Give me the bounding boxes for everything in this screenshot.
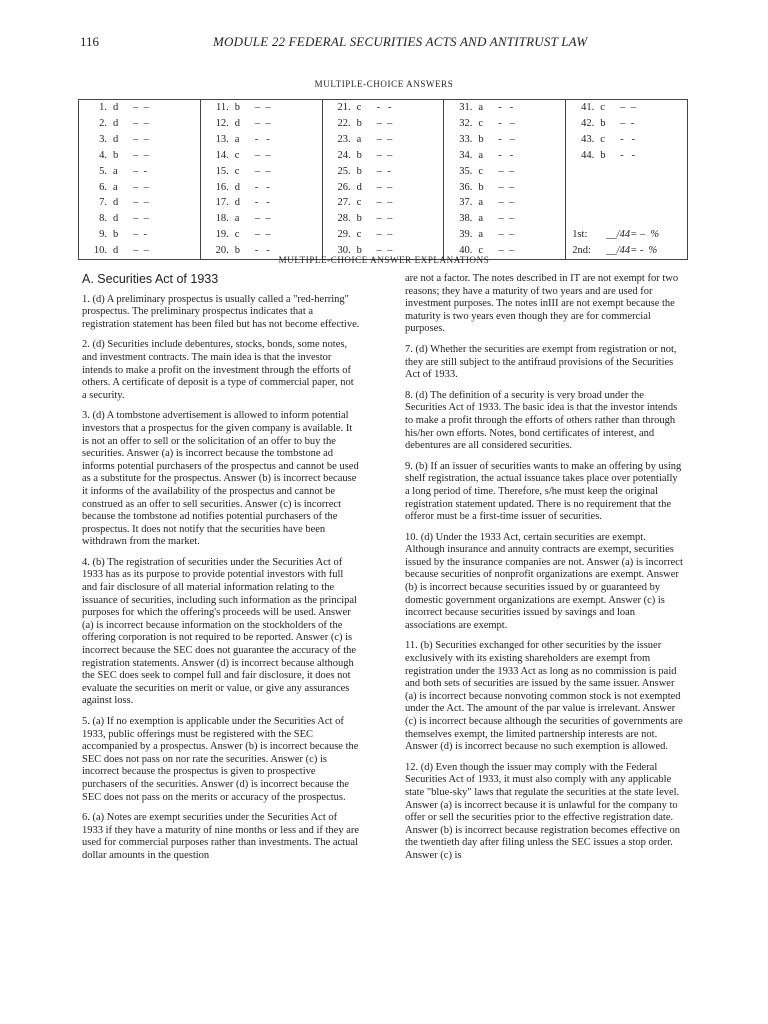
answer-cell	[322, 100, 444, 116]
answer-letter: d	[113, 197, 119, 209]
answer-marks: – –	[376, 149, 393, 161]
answer-cell	[79, 211, 201, 227]
answer-letter: d	[113, 245, 119, 257]
question-number: 7.	[99, 197, 107, 209]
page-header	[80, 34, 690, 52]
answer-cell	[79, 195, 201, 211]
question-number: 2.	[99, 117, 107, 129]
answer-marks: – –	[498, 229, 515, 241]
question-number: 12.	[215, 117, 229, 129]
question-number: 27.	[337, 197, 351, 209]
answer-letter: d	[113, 102, 119, 113]
answer-letter: b	[478, 181, 484, 193]
answer-letter: a	[478, 149, 484, 161]
answer-cell	[444, 132, 566, 148]
explanation-paragraph: 7. (d) Whether the securities are exempt from registration or not, they are still subject to the antifraud provisions of the Securities Act of 1933.	[405, 343, 677, 381]
question-number: 31.	[459, 102, 473, 113]
answer-letter: b	[478, 133, 484, 145]
answer-letter: c	[234, 165, 240, 177]
question-number: 11.	[216, 102, 229, 113]
answer-letter: b	[356, 165, 362, 177]
answer-marks: – –	[133, 197, 149, 209]
answer-cell	[79, 100, 201, 116]
answer-marks: – –	[254, 117, 271, 129]
answer-letter: d	[234, 117, 241, 129]
page-number: 116	[80, 34, 100, 49]
answer-marks: - -	[376, 102, 392, 113]
question-number: 29.	[337, 229, 351, 241]
answer-marks: – –	[133, 102, 149, 113]
answer-letter: a	[478, 213, 484, 225]
question-number: 40.	[459, 245, 473, 257]
answer-cell	[444, 180, 566, 196]
right-column	[405, 273, 683, 871]
question-number: 42.	[581, 117, 595, 129]
answer-letter: b	[600, 149, 606, 161]
answer-cell	[79, 227, 201, 243]
answer-cell	[79, 132, 201, 148]
answer-letter: c	[478, 117, 484, 129]
answer-letter: a	[234, 213, 240, 225]
score-label: 2nd:	[572, 245, 591, 257]
question-number: 17.	[215, 197, 229, 209]
answer-row	[79, 116, 688, 132]
answer-marks: – –	[133, 213, 149, 225]
answer-row	[79, 148, 688, 164]
answer-cell	[79, 180, 201, 196]
answer-cell	[566, 132, 688, 148]
question-number: 18.	[215, 213, 229, 225]
question-number: 44.	[581, 149, 595, 161]
answer-letter: d	[113, 133, 119, 145]
answer-letter: a	[113, 181, 118, 193]
answer-letter: c	[356, 229, 362, 241]
answer-letter: c	[600, 133, 605, 145]
question-number: 4.	[99, 149, 107, 161]
question-number: 13.	[215, 133, 229, 145]
answer-marks: – –	[133, 133, 149, 145]
answer-cell	[322, 148, 444, 164]
answer-marks: – –	[133, 245, 149, 257]
answer-letter: c	[234, 229, 240, 241]
answer-cell	[566, 116, 688, 132]
explanation-paragraph: 4. (b) The registration of securities under the Securities Act of 1933 has as its purpose to provide potential investors with full and fair disclosure of all material information relating to the issuance of securities, including such information as the principal purposes for which the offering's proceeds will be used. Answer (a) is incorrect because information on the stockholders of the offering corporation is not required to be reported. Answer (c) is incorrect because the SEC does not guarantee the accuracy of the registration statements. Answer (d) is incorrect because although the SEC does seek to compel full and fair disclosure, it does not evaluate the securities on merit or value, or give any assurances against loss.	[82, 556, 357, 707]
answer-cell	[566, 195, 688, 211]
left-column	[82, 273, 360, 871]
answer-letter: b	[113, 229, 119, 241]
answer-marks: - -	[254, 245, 270, 257]
score-label: 1st:	[572, 229, 588, 241]
answer-letter: b	[356, 117, 362, 129]
answer-letter: a	[478, 229, 484, 241]
answer-marks: – –	[498, 213, 515, 225]
question-number: 22.	[337, 117, 351, 129]
answer-cell	[322, 116, 444, 132]
answer-cell	[200, 148, 322, 164]
answer-cell	[444, 116, 566, 132]
answer-letter: b	[113, 149, 119, 161]
answer-marks: – –	[254, 165, 271, 177]
answer-letter: c	[356, 102, 362, 113]
question-number: 24.	[337, 149, 351, 161]
answer-cell	[566, 164, 688, 180]
answer-cell	[200, 132, 322, 148]
answer-cell	[200, 116, 322, 132]
answer-letter: d	[234, 181, 241, 193]
answer-letter: b	[234, 245, 241, 257]
answer-marks: - -	[254, 181, 270, 193]
question-number: 5.	[99, 165, 107, 177]
answer-marks: – –	[376, 197, 393, 209]
answer-letter: a	[478, 102, 484, 113]
answer-cell	[444, 195, 566, 211]
answer-cell	[322, 227, 444, 243]
answer-marks: – -	[133, 229, 147, 241]
question-number: 1.	[99, 102, 107, 113]
question-number: 25.	[337, 165, 351, 177]
answer-marks: - -	[254, 197, 270, 209]
answer-cell	[444, 148, 566, 164]
answer-cell	[322, 211, 444, 227]
answer-marks: – –	[498, 181, 515, 193]
answer-marks: - -	[254, 133, 270, 145]
answer-letter: a	[113, 165, 118, 177]
explanation-paragraph: 9. (b) If an issuer of securities wants to make an offering by using shelf registration, the actual issuance takes place over potentially a long period of time. Therefore, s/he must keep the original registration statement updated. There is no requirement that the offeror must be a first-time issuer of securities.	[405, 460, 682, 523]
answer-letter: d	[113, 213, 119, 225]
answer-cell	[79, 116, 201, 132]
question-number: 16.	[215, 181, 229, 193]
score-blank: __/44= - %	[606, 245, 658, 257]
question-number: 30.	[337, 245, 351, 257]
answer-row	[79, 195, 688, 211]
answer-cell	[200, 164, 322, 180]
answer-cell	[322, 164, 444, 180]
answer-row	[79, 100, 688, 116]
question-number: 19.	[215, 229, 229, 241]
question-number: 43.	[581, 133, 595, 145]
answer-cell	[566, 100, 688, 116]
answer-marks: – –	[133, 181, 149, 193]
answer-marks: - –	[498, 117, 516, 129]
answer-cell	[322, 132, 444, 148]
answer-marks: – –	[133, 149, 149, 161]
question-number: 36.	[459, 181, 473, 193]
question-number: 10.	[93, 245, 107, 257]
question-number: 34.	[459, 149, 473, 161]
explanation-paragraph: 12. (d) Even though the issuer may comply with the Federal Securities Act of 1933, it must also comply with any applicable state "blue-sky" laws that regulate the securities at the state level. Answer (a) is incorrect because it is unlawful for the company to offer or sell the securities prior to the effective registration date. Answer (b) is incorrect because registration becomes effective on the twentieth day after filing unless the SEC issues a stop order. Answer (c) is	[405, 761, 681, 861]
question-number: 15.	[215, 165, 229, 177]
answers-heading: MULTIPLE-CHOICE ANSWERS	[314, 79, 454, 89]
answer-cell	[566, 227, 688, 243]
answer-marks: – –	[498, 245, 515, 257]
answer-letter: d	[234, 197, 241, 209]
question-number: 28.	[337, 213, 351, 225]
question-number: 6.	[99, 181, 107, 193]
answer-cell	[200, 180, 322, 196]
answer-cell	[322, 180, 444, 196]
explanation-paragraph: 6. (a) Notes are exempt securities under the Securities Act of 1933 if they have a maturity of nine months or less and if they are used for commercial purposes rather than investments. The actual dollar amounts in the question	[82, 812, 360, 861]
answer-cell	[322, 195, 444, 211]
answer-marks: – –	[376, 213, 393, 225]
question-number: 3.	[99, 133, 107, 145]
question-number: 14.	[215, 149, 229, 161]
answer-marks: – –	[133, 117, 149, 129]
answer-letter: b	[234, 102, 241, 113]
answer-marks: – –	[376, 245, 393, 257]
answer-marks: – –	[376, 117, 393, 129]
answer-marks: - -	[498, 149, 514, 161]
answer-letter: c	[356, 197, 362, 209]
question-number: 38.	[459, 213, 473, 225]
explanation-paragraph: 11. (b) Securities exchanged for other securities by the issuer exclusively with its existing shareholders are exempt from registration under the 1933 Act as long as no commission is paid and both sets of securities are issued by the same issuer. Answer (a) is incorrect because nonvoting common stock is not exempted under the Act. The amount of the par value is irrelevant. Answer (c) is incorrect because although the securities of governments are themselves exempt, the limited partnership interests are not. Answer (d) is incorrect because no such exemption is allowed.	[405, 640, 683, 753]
answer-row	[79, 164, 688, 180]
answer-table	[78, 99, 688, 260]
answer-row	[79, 227, 688, 243]
answer-row	[79, 211, 688, 227]
answer-marks: – –	[254, 102, 271, 113]
answer-letter: a	[234, 133, 240, 145]
question-number: 20.	[215, 245, 229, 257]
answer-marks: – –	[376, 229, 393, 241]
explanation-paragraph: are not a factor. The notes described in IT are not exempt for two reasons; they have a maturity of two years and are used for investment purposes. The notes inIII are not exempt because the maturity is two years even though they are for commercial purposes.	[405, 273, 679, 335]
answer-row	[79, 180, 688, 196]
answer-cell	[444, 211, 566, 227]
question-number: 33.	[459, 133, 473, 145]
answer-letter: b	[356, 213, 362, 225]
answer-marks: – –	[254, 229, 271, 241]
answer-cell	[444, 164, 566, 180]
answer-marks: – –	[254, 149, 271, 161]
answer-marks: - –	[498, 133, 516, 145]
answer-cell	[444, 100, 566, 116]
answer-cell	[566, 211, 688, 227]
answer-marks: – -	[376, 165, 391, 177]
answer-cell	[444, 227, 566, 243]
answer-marks: – -	[620, 117, 635, 129]
question-number: 26.	[337, 181, 351, 193]
answer-marks: – –	[498, 197, 515, 209]
answer-marks: – –	[498, 165, 515, 177]
answer-marks: – -	[133, 165, 147, 177]
explanation-paragraph: 10. (d) Under the 1933 Act, certain securities are exempt. Although insurance and annuity contracts are exempt, securities issued by the insurance companies are not. Answer (a) is incorrect because securities of nonprofit organizations are exempt. Answer (b) is incorrect because securities issued by or guaranteed by domestic government organizations are exempt. Answer (c) is incorrect because securities issued by savings and loan associations are exempt.	[405, 531, 683, 631]
answer-letter: c	[600, 102, 605, 113]
answer-letter: d	[113, 117, 119, 129]
answer-letter: b	[600, 117, 606, 129]
question-number: 35.	[459, 165, 473, 177]
explanation-paragraph: 2. (d) Securities include debentures, stocks, bonds, some notes, and investment contracts. The main idea is that the investor intends to make a profit on the investment through the efforts of others. A certificate of deposit is a type of commercial paper, not a security.	[82, 339, 354, 401]
explanation-paragraph: 5. (a) If no exemption is applicable under the Securities Act of 1933, public offerings must be registered with the SEC accompanied by a prospectus. Answer (b) is incorrect because the SEC does not pass on nor rate the securities. Answer (c) is incorrect because the prospectus is given to prospective purchasers of the securities. Answer (d) is incorrect because the SEC does not pass on the merits or accuracy of the prospectus.	[82, 716, 359, 803]
answer-cell	[200, 100, 322, 116]
answer-marks: – –	[254, 213, 271, 225]
question-number: 9.	[99, 229, 107, 241]
answer-cell	[566, 148, 688, 164]
question-number: 37.	[459, 197, 473, 209]
answer-cell	[200, 195, 322, 211]
answer-letter: b	[356, 245, 362, 257]
answer-letter: c	[478, 245, 484, 257]
question-number: 23.	[337, 133, 351, 145]
answer-marks: – –	[620, 102, 636, 113]
question-number: 39.	[459, 229, 473, 241]
question-number: 8.	[99, 213, 107, 225]
answer-row	[79, 132, 688, 148]
question-number: 41.	[581, 102, 595, 113]
answer-letter: b	[356, 149, 362, 161]
answer-marks: – –	[376, 181, 393, 193]
module-title: MODULE 22 FEDERAL SECURITIES ACTS AND ANTITRUST LAW	[213, 34, 588, 49]
answer-cell	[200, 211, 322, 227]
answer-cell	[566, 180, 688, 196]
answer-marks: – –	[376, 133, 393, 145]
answer-letter: a	[478, 197, 484, 209]
explanation-paragraph: 3. (d) A tombstone advertisement is allowed to inform potential investors that a prospectus for the given company is available. It is not an offer to sell or the solicitation of an offer to buy the securities. Answer (a) is incorrect because the tombstone ad informs potential purchasers of the prospectus and cannot be used as a substitute for the prospectus. Answer (b) is incorrect because it informs of the availability of the prospectus and cannot be construed as an offer to sell securities. Answer (c) is incorrect because the tombstone ad notifies potential purchasers of the prospectus. It does not notify that the securities have been withdrawn from the market.	[82, 410, 359, 548]
answer-letter: d	[356, 181, 362, 193]
question-number: 21.	[337, 102, 351, 113]
section-title: A. Securities Act of 1933	[82, 272, 219, 286]
answer-letter: c	[478, 165, 484, 177]
question-number: 32.	[459, 117, 473, 129]
explanation-paragraph: 8. (d) The definition of a security is very broad under the Securities Act of 1933. The basic idea is that the investor intends to make a profit through the efforts of others rather than through his/her own efforts. Notes, bond certificates of interest, and debentures are all considered securities.	[405, 389, 678, 452]
answer-cell	[79, 164, 201, 180]
answer-marks: - -	[620, 133, 636, 145]
answer-letter: c	[234, 149, 240, 161]
explanations-heading: MULTIPLE-CHOICE ANSWER EXPLANATIONS	[278, 255, 490, 265]
answer-marks: - -	[620, 149, 636, 161]
score-blank: __/44= – %	[606, 229, 660, 241]
answer-marks: - -	[498, 102, 514, 113]
explanation-paragraph: 1. (d) A preliminary prospectus is usually called a "red-herring" prospectus. The preliminary prospectus indicates that a registration statement has been filed but has not become effective.	[82, 293, 360, 330]
answer-letter: a	[356, 133, 362, 145]
answer-cell	[79, 148, 201, 164]
answer-cell	[200, 227, 322, 243]
